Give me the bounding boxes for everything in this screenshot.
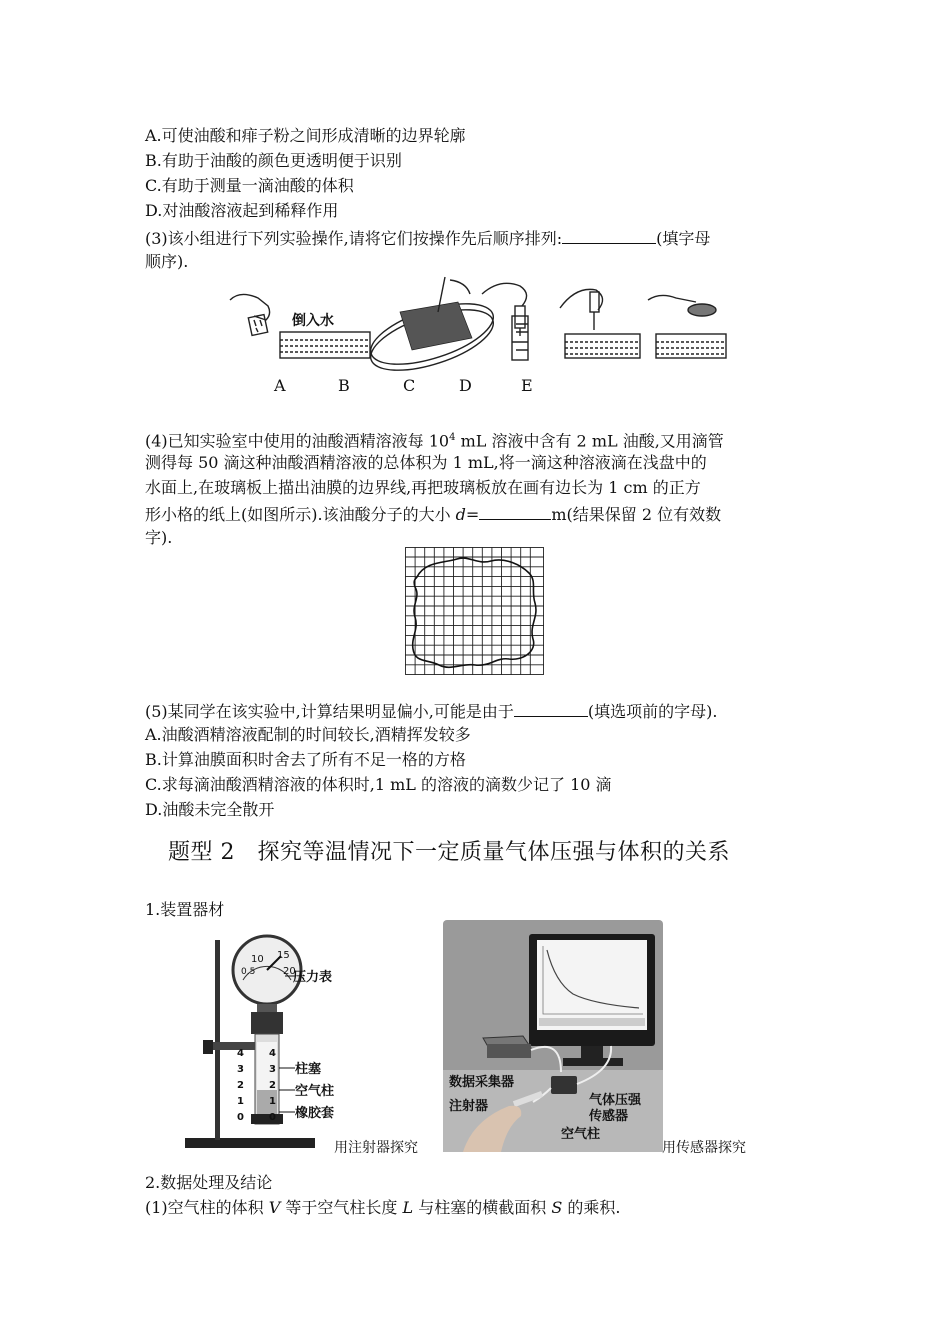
oil-film-outline [413,558,536,667]
q4-line4 [145,503,721,525]
q4-line4-post: m(结果保留 2 位有效数 [551,505,722,524]
conclusion-text-1: (1)空气柱的体积 [145,1198,269,1217]
scale-3-right: 3 [269,1064,276,1075]
option-c: C.有助于测量一滴油酸的体积 [145,176,354,195]
gauge-tick-15: 15 [277,950,290,961]
q3-stem [145,227,710,249]
variable-l: L [402,1198,414,1217]
syringe [251,1034,283,1124]
q4-equals: = [465,505,480,524]
data-collector [483,1036,531,1058]
conclusion-text-2: 等于空气柱长度 [280,1198,403,1217]
procedure-figure [220,272,740,372]
q4-exponent: 4 [449,432,456,443]
label-syringe: 注射器 [449,1099,489,1114]
conclusion-line1 [145,1198,620,1218]
option-b: B.有助于油酸的颜色更透明便于识别 [145,151,402,170]
q4-variable-d: d [455,505,466,524]
q4-line2: 测得每 50 滴这种油酸酒精溶液的总体积为 1 mL,将一滴这种溶液滴在浅盘中的 [145,453,707,472]
scale-1-left: 1 [237,1096,244,1107]
q5-stem-text: (5)某同学在该实验中,计算结果明显偏小,可能是由于 [145,702,514,721]
oil-film-grid [405,547,545,677]
gauge-tick-05: 0.5 [241,967,256,977]
label-data-collector: 数据采集器 [449,1075,515,1090]
label-pressure-gauge: 压力表 [293,970,333,985]
q4-line5: 字). [145,528,173,547]
figure-b-tray [280,332,370,358]
label-air-column: 空气柱 [295,1084,335,1099]
figure-d-cylinder [482,283,528,360]
q5-stem [145,700,717,722]
variable-v: V [268,1198,281,1217]
gauge-tick-10: 10 [251,954,264,965]
scale-2-right: 2 [269,1080,276,1091]
q4-line1-post: mL 溶液中含有 2 mL 油酸,又用滴管 [455,431,724,451]
answer-blank [514,700,588,717]
section-title: 题型 2 探究等温情况下一定质量气体压强与体积的关系 [168,840,730,865]
sensor-apparatus [443,920,663,1152]
scale-4-left: 4 [237,1048,244,1059]
scale-4-right: 4 [269,1048,276,1059]
conclusion-text-3: 与柱塞的横截面积 [413,1198,552,1217]
conclusion-heading: 2.数据处理及结论 [145,1173,273,1192]
label-rubber-cap: 橡胶套 [295,1106,335,1121]
figure-a-hand-powder [230,294,270,335]
label-sensor-line2: 传感器 [589,1109,629,1124]
label-sensor-line1: 气体压强 [589,1093,642,1108]
scale-1-right: 1 [269,1096,276,1107]
pour-water-label: 倒入水 [292,313,334,329]
variable-s: S [551,1198,563,1217]
stand-base [185,1138,315,1148]
q5-option-d: D.油酸未完全散开 [145,800,275,819]
figure-c-plate [364,277,501,372]
scale-0-left: 0 [237,1112,244,1123]
scale-2-left: 2 [237,1080,244,1091]
equipment-heading: 1.装置器材 [145,900,225,919]
q4-line1 [145,428,724,451]
caption-syringe: 用注射器探究 [334,1140,418,1156]
q3-stem-text: (3)该小组进行下列实验操作,请将它们按操作先后顺序排列: [145,229,563,248]
q4-line3: 水面上,在玻璃板上描出油膜的边界线,再把玻璃板放在画有边长为 1 cm 的正方 [145,478,701,497]
q4-line1-pre: (4)已知实验室中使用的油酸酒精溶液每 10 [145,431,450,451]
scale-0-right: 0 [269,1112,276,1123]
label-c: C [403,376,416,395]
pressure-gauge [233,936,301,1034]
q3-stem-line2: 顺序). [145,252,189,271]
label-e: E [521,376,533,395]
label-b: B [338,376,350,395]
scale-3-left: 3 [237,1064,244,1075]
option-a: A.可使油酸和痱子粉之间形成清晰的边界轮廓 [145,126,466,145]
q5-option-b: B.计算油膜面积时舍去了所有不足一格的方格 [145,750,466,769]
label-a: A [274,376,286,395]
stand-rod [215,940,220,1140]
pressure-sensor [551,1076,577,1094]
q3-stem-tail: (填字母 [656,229,711,248]
answer-blank [479,503,551,520]
label-air-column-2: 空气柱 [561,1127,601,1142]
q5-option-a: A.油酸酒精溶液配制的时间较长,酒精挥发较多 [145,725,471,744]
label-plunger: 柱塞 [295,1062,322,1077]
figure-f-spoon-tray [648,295,726,358]
gauge-tick-20: 20 [283,966,296,977]
label-d: D [459,376,472,395]
syringe-apparatus [185,932,335,1154]
q5-stem-tail: (填选项前的字母). [587,702,718,721]
q5-option-c: C.求每滴油酸酒精溶液的体积时,1 mL 的溶液的滴数少记了 10 滴 [145,775,612,794]
q4-line4-pre: 形小格的纸上(如图所示).该油酸分子的大小 [145,505,456,524]
answer-blank [562,227,656,244]
conclusion-text-4: 的乘积. [562,1198,621,1217]
figure-e-dropper-tray [560,289,640,358]
option-d: D.对油酸溶液起到稀释作用 [145,201,339,220]
caption-sensor: 用传感器探究 [662,1140,746,1156]
